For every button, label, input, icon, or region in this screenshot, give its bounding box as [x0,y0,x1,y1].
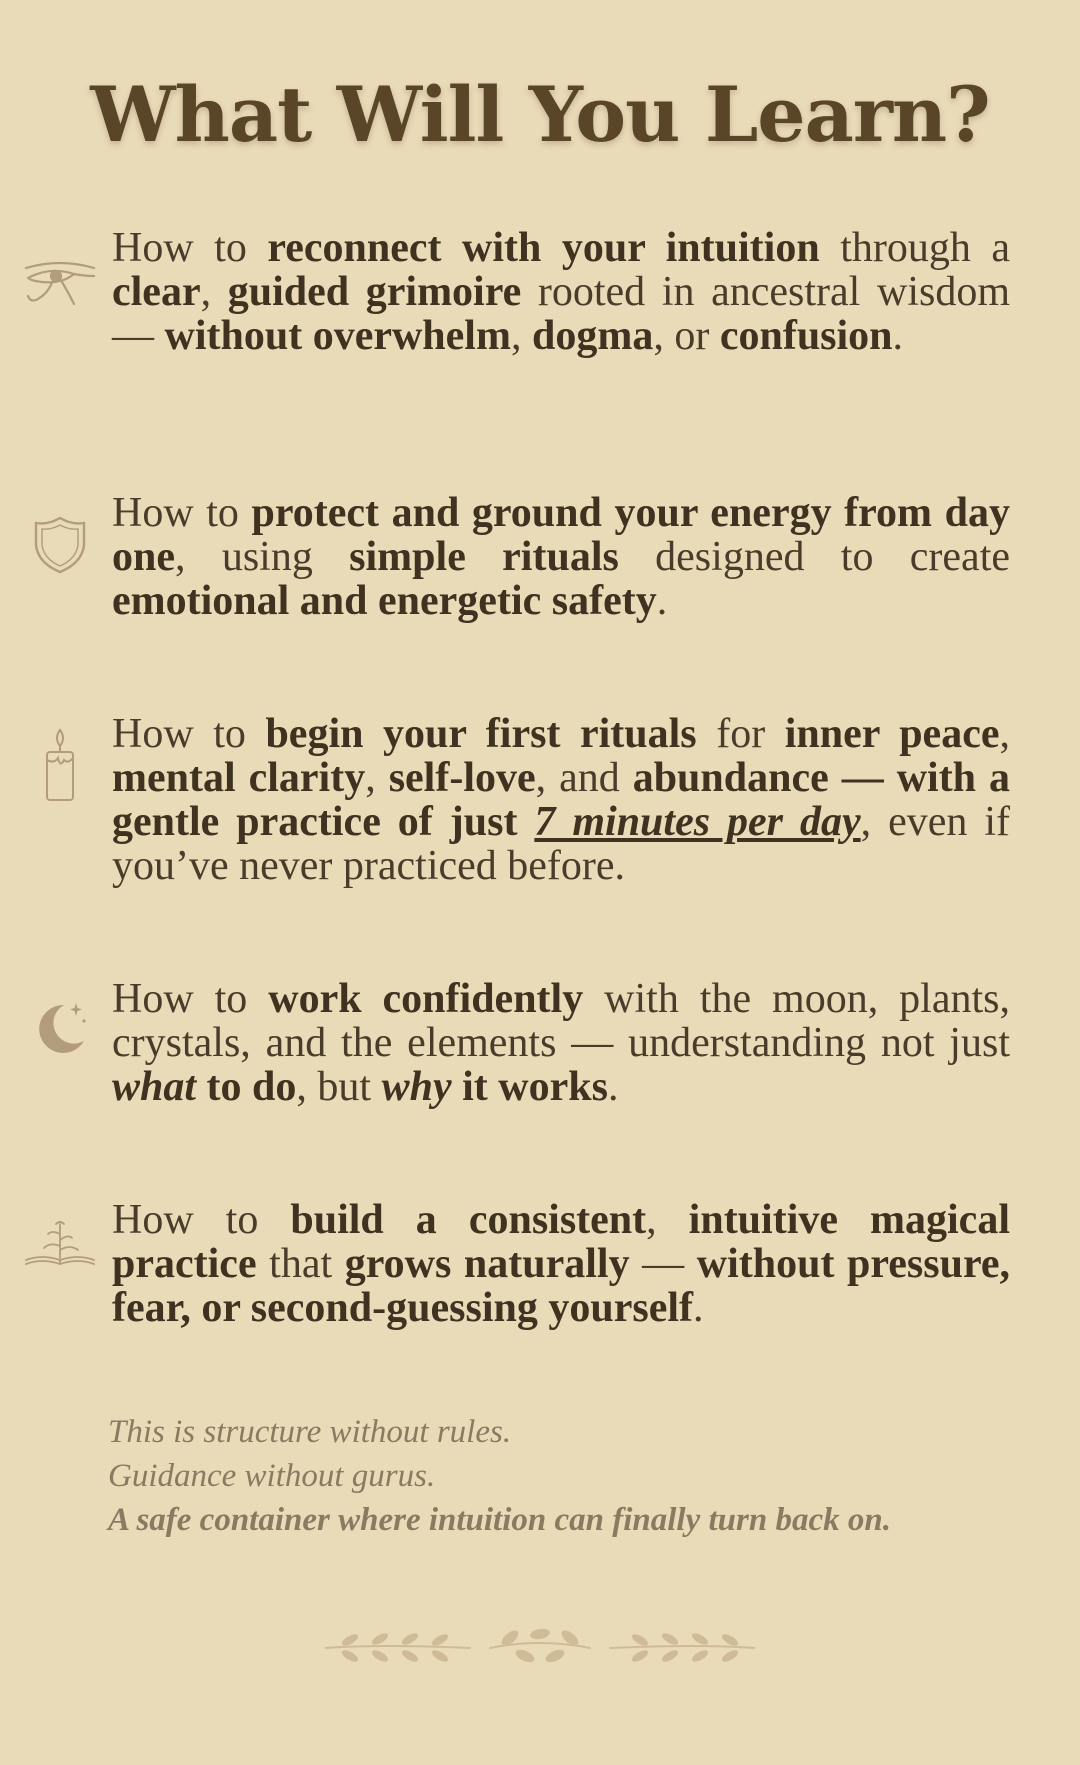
text-segment: , and [535,755,633,801]
emphasis-segment: clear [112,269,201,315]
emphasis-segment: begin your first rituals [265,711,697,757]
text-segment: through a [819,225,1011,271]
text-segment: , or [653,313,720,359]
text-segment: How to [112,490,252,536]
emphasis-segment: protect and ground your energy from day one [112,490,1010,580]
page-title: What Will You Learn? [90,70,990,159]
text-segment: , [510,313,532,359]
text-segment: How to [112,1197,291,1243]
learning-item-text [112,226,1010,358]
learning-item-text [112,491,1010,623]
text-segment: . [892,313,904,359]
emphasis-segment: to do [196,1064,297,1110]
emphasis-segment: what [112,1064,197,1110]
emphasis-segment: abundance — with a gentle practice of just [112,755,1011,845]
emphasis-segment: simple rituals [349,534,619,580]
text-segment: . [693,1285,704,1331]
text-segment: for [696,711,785,757]
emphasis-segment: 7 minutes per day [534,799,861,845]
text-segment: , [200,269,228,315]
emphasis-segment: reconnect with your intuition [267,225,820,271]
learning-item-text [112,1198,1010,1330]
emphasis-segment: guided grimoire [227,269,522,315]
text-segment: How to [112,976,269,1022]
emphasis-segment: dogma [531,313,654,359]
open-book-herbs-icon [20,1220,100,1300]
text-segment: rooted in ancestral wisdom — [112,269,1010,359]
emphasis-segment: it works [451,1064,608,1110]
text-segment: designed to create [618,534,1011,580]
text-segment: . [656,578,668,624]
crescent-moon-icon [20,999,100,1079]
emphasis-segment: without pressure, fear, or second-guessing yourself [112,1241,1010,1331]
text-segment: , even if you’ve never practiced before. [112,799,1010,889]
text-segment: that [256,1241,345,1287]
text-segment: , but [296,1064,382,1110]
emphasis-segment: mental clarity [112,755,366,801]
text-segment: , using [175,534,350,580]
learning-item-text [112,977,1010,1109]
laurel-divider-icon [320,1618,760,1674]
emphasis-segment: why [381,1064,452,1110]
text-segment: with the moon, plants, crystals, and the elements — understanding not just [112,976,1010,1066]
closing-statement [108,1410,1008,1542]
text-segment: , [999,711,1010,757]
learning-item-text [112,712,1010,888]
closing-line-2: Guidance without gurus. [108,1458,436,1494]
text-segment: , [365,755,389,801]
emphasis-segment: emotional and energetic safety [112,578,657,624]
emphasis-segment: confusion [719,313,893,359]
emphasis-segment: work confidently [268,976,584,1022]
candle-icon [20,728,100,808]
text-segment: How to [112,225,268,271]
eye-of-horus-icon [20,260,100,340]
shield-icon [20,515,100,595]
closing-line-1: This is structure without rules. [108,1414,512,1450]
closing-line-3: A safe container where intuition can finally turn back on. [108,1502,891,1538]
emphasis-segment: grows naturally [344,1241,630,1287]
text-segment: . [607,1064,619,1110]
text-segment: , [646,1197,689,1243]
emphasis-segment: intuitive magical practice [112,1197,1010,1287]
emphasis-segment: without overwhelm [164,313,511,359]
emphasis-segment: self-love [388,755,536,801]
emphasis-segment: inner peace [784,711,1000,757]
emphasis-segment: build a consistent [290,1197,647,1243]
text-segment: — [629,1241,697,1287]
text-segment: How to [112,711,266,757]
